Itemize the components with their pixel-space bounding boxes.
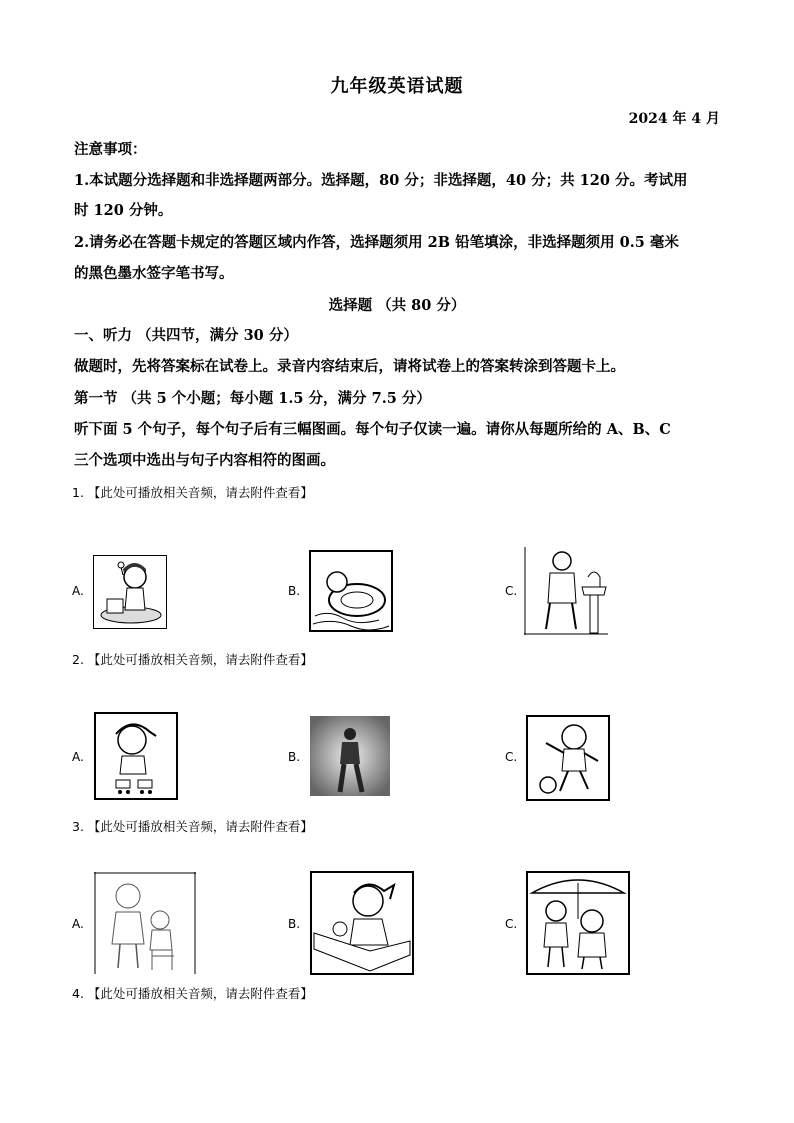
q2-option-b-letter: B. [288, 750, 301, 764]
q2-option-b-image[interactable] [310, 716, 390, 796]
notes-item2-line1: 2.请务必在答题卡规定的答题区域内作答，选择题须用 2B 铅笔填涂，非选择题须用 0.5 毫米 [74, 234, 679, 251]
part-instruction: 做题时，先将答案标在试卷上。录音内容结束后，请将试卷上的答案转涂到答题卡上。 [74, 358, 625, 375]
q3-option-a-letter: A. [72, 917, 84, 931]
subsection-desc-line2: 三个选项中选出与句子内容相符的图画。 [74, 452, 335, 469]
notes-item2-line2: 的黑色墨水签字笔书写。 [74, 265, 234, 282]
q3-option-c-letter: C. [505, 917, 518, 931]
section-title: 选择题 （共 80 分） [328, 297, 466, 314]
question-3-label[interactable]: 3. 【此处可播放相关音频，请去附件查看】 [72, 819, 313, 834]
q2-option-c-letter: C. [505, 750, 518, 764]
subsection-heading: 第一节 （共 5 个小题；每小题 1.5 分，满分 7.5 分） [74, 390, 431, 407]
notes-item1-line2: 时 120 分钟。 [74, 202, 173, 219]
question-1-label[interactable]: 1. 【此处可播放相关音频，请去附件查看】 [72, 485, 313, 500]
subsection-desc-line1: 听下面 5 个句子，每个句子后有三幅图画。每个句子仅读一遍。请你从每题所给的 A、B、C [74, 421, 671, 438]
question-4-label[interactable]: 4. 【此处可播放相关音频，请去附件查看】 [72, 986, 313, 1001]
q1-option-b-image[interactable] [309, 550, 393, 632]
q1-option-a-image[interactable] [93, 555, 167, 629]
q1-option-c-letter: C. [505, 584, 518, 598]
q3-option-a-image[interactable] [94, 872, 196, 974]
q3-option-c-image[interactable] [526, 871, 630, 975]
notes-item1-line1: 1.本试题分选择题和非选择题两部分。选择题，80 分；非选择题，40 分；共 120 分。考试用 [74, 172, 688, 189]
q1-option-a-letter: A. [72, 584, 84, 598]
page-title: 九年级英语试题 [330, 76, 464, 97]
q1-option-c-image[interactable] [524, 547, 608, 635]
q3-option-b-image[interactable] [310, 871, 414, 975]
part-heading: 一、听力 （共四节，满分 30 分） [74, 327, 298, 344]
q2-option-c-image[interactable] [526, 715, 610, 801]
question-2-label[interactable]: 2. 【此处可播放相关音频，请去附件查看】 [72, 652, 313, 667]
q2-option-a-image[interactable] [94, 712, 178, 800]
q2-option-a-letter: A. [72, 750, 84, 764]
exam-date: 2024 年 4 月 [628, 111, 720, 127]
q1-option-b-letter: B. [288, 584, 301, 598]
q3-option-b-letter: B. [288, 917, 301, 931]
notes-heading: 注意事项： [74, 141, 147, 158]
